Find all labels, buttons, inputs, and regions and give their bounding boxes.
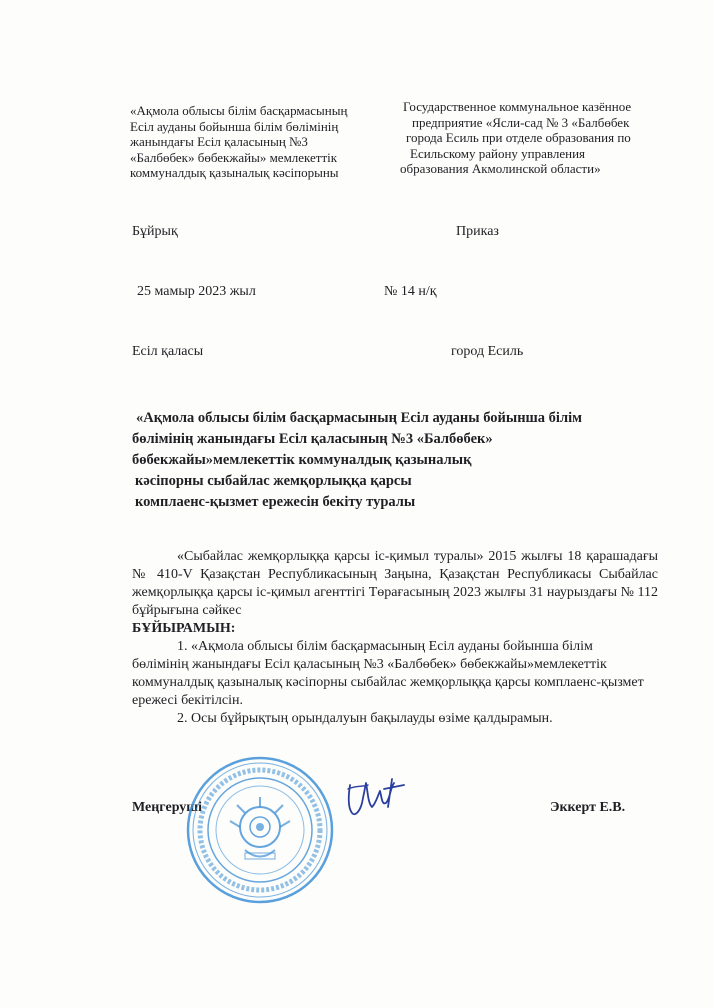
order-word: БҰЙЫРАМЫН: [132,621,236,636]
signer-position: Меңгеруші [132,800,203,815]
header-left-line: Есіл ауданы бойынша білім бөлімінің [130,118,339,134]
header-right-line: города Есиль при отделе образования по [406,130,631,145]
item-2: 2. Осы бұйрықтың орындалуын бақылауды өзіме қалдырамын. [177,711,553,726]
doc-type-kz: Бұйрық [132,224,178,239]
place-ru: город Есиль [451,344,524,359]
header-left-line: «Ақмола облысы білім басқармасының [130,103,348,118]
item-1-first-line: 1. «Ақмола облысы білім басқармасының Есіл ауданы бойынша білім [177,639,593,654]
title-line: кәсіпорны сыбайлас жемқорлыққа қарсы [135,473,412,489]
title-line: «Ақмола облысы білім басқармасының Есіл ауданы бойынша білім [136,410,582,426]
item-1-rest: бөлімінің жанындағы Есіл қаласының №3 «Балбөбек» бөбекжайы»мемлекеттік коммуналдық қазыналық кәсіпорны сыбайлас жемқорлыққа қарсы комплаенс-қызмет ережесі бекітілсін. [132,657,644,708]
header-right-line: образования Акмолинской области» [400,161,601,176]
signer-name: Эккерт Е.В. [550,800,626,815]
header-right-line: Есильскому району управления [410,145,586,161]
handwritten-signature [338,773,408,823]
header-left-line: жанындағы Есіл қаласының №3 [130,134,308,149]
order-title [132,408,602,513]
preamble-paragraph: «Сыбайлас жемқорлыққа қарсы іс-қимыл туралы» 2015 жылғы 18 қарашадағы № 410-V Қазақстан Республикасының Заңына, Қазақстан Республикасы Сыбайлас жемқорлыққа қарсы іс-қимыл агенттігі Төрағасының 2023 жылғы 31 наурыздағы № 112 бұйрығына сәйкес [132,549,658,618]
place-kz: Есіл қаласы [132,344,204,359]
official-stamp-seal [185,755,335,905]
header-left-line: коммуналдық қазыналық кәсіпорыны [130,165,339,180]
header-left-org-name [130,103,400,181]
order-date: 25 мамыр 2023 жыл [137,284,256,299]
order-body [132,548,658,728]
order-number: № 14 н/қ [384,284,437,299]
title-line: бөбекжайы»мемлекеттік коммуналдық қазыналық [132,452,472,468]
doc-type-ru: Приказ [456,224,499,239]
header-left-line: «Балбөбек» бөбекжайы» мемлекеттік [130,149,338,165]
header-right-line: Государственное коммунальное казённое [403,99,632,114]
header-right-line: предприятие «Ясли-сад № 3 «Балбөбек [412,114,630,130]
title-line: бөлімінің жанындағы Есіл қаласының №3 «Балбөбек» [132,431,493,447]
header-right-org-name [400,99,690,177]
title-line: комплаенс-қызмет ережесін бекіту туралы [135,494,416,510]
